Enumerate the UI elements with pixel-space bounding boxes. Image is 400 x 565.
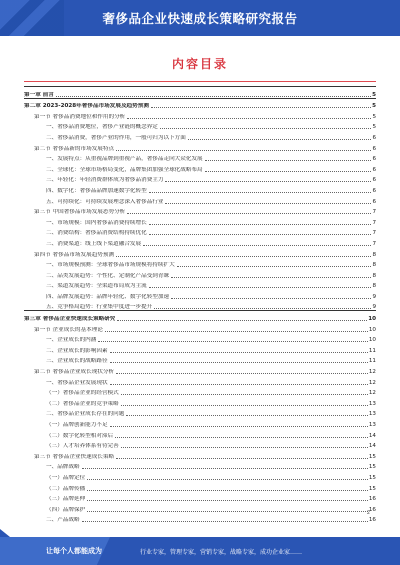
toc-title: 内容目录 [171, 57, 228, 71]
toc-entry-label: 第三节 奢侈品企业快速成长策略 [34, 453, 115, 460]
toc-entry-label: （一）奢侈品企业的经营模式 [46, 390, 119, 397]
report-header [0, 0, 400, 36]
toc-entry-page: 8 [372, 283, 376, 290]
toc-entry[interactable] [24, 386, 376, 397]
report-title: 奢侈品企业快速成长策略研究报告 [102, 11, 298, 26]
toc-leader-dots [121, 405, 368, 406]
toc-leader-dots [205, 171, 372, 172]
toc-leader-dots [149, 287, 372, 288]
toc-leader-dots [165, 203, 371, 204]
toc-entry[interactable] [24, 289, 376, 300]
toc-entry[interactable] [24, 513, 376, 524]
footer-tagline: 行业专家，管理专家，营销专家，战略专家，成功企业家…… [140, 549, 303, 556]
toc-leader-dots [110, 352, 368, 353]
toc-entry[interactable] [24, 268, 376, 279]
toc-entry[interactable] [24, 470, 376, 481]
toc-leader-dots [82, 468, 368, 469]
toc-entry-page: 7 [372, 209, 376, 216]
toc-entry-page: 10 [368, 316, 376, 323]
toc-entry[interactable] [24, 333, 376, 344]
toc-entry[interactable] [24, 343, 376, 354]
toc-leader-dots [205, 160, 372, 161]
toc-entry-label: 第二节 奢侈品企业成长现状分析 [34, 369, 115, 376]
toc-entry-page: 13 [368, 422, 376, 428]
toc-entry-page: 6 [372, 166, 376, 173]
toc-entry-page: 5 [372, 91, 376, 98]
toc-entry[interactable] [24, 152, 376, 163]
toc-leader-dots [127, 118, 371, 119]
toc-entry-page: 5 [372, 124, 376, 131]
toc-entry-label: 四、品牌发展趋势：品牌年轻化、数字化转型加速 [46, 293, 170, 300]
toc-entry-label: 一、企业成长的内涵 [46, 337, 97, 344]
toc-leader-dots [116, 373, 368, 374]
toc-leader-dots [151, 107, 371, 108]
toc-entry-label: （一）品牌定位 [46, 474, 86, 481]
toc-entry-page: 12 [368, 379, 376, 386]
toc-entry[interactable] [24, 173, 376, 184]
toc-entry[interactable] [24, 215, 376, 226]
toc-leader-dots [188, 139, 372, 140]
toc-leader-dots [56, 96, 371, 97]
toc-leader-dots [177, 266, 372, 267]
toc-entry[interactable] [24, 258, 376, 269]
toc-entry[interactable] [24, 428, 376, 439]
toc-entry-label: （二）数字化转型相对滞后 [46, 432, 114, 439]
toc-entry-page: 11 [368, 358, 376, 365]
toc-entry-label: （一）品牌创新能力不足 [46, 422, 108, 428]
toc-entry[interactable] [24, 162, 376, 173]
toc-entry-label: 二、企业成长的影响因素 [46, 347, 108, 354]
toc-entry[interactable] [24, 205, 376, 216]
toc-entry-label: 三、渠道发展趋势：全渠道布局成为主流 [46, 283, 147, 290]
toc-entry[interactable] [24, 502, 376, 513]
toc-leader-dots [117, 320, 367, 321]
toc-chapter-entry[interactable] [24, 310, 376, 322]
toc-leader-dots [171, 298, 371, 299]
toc-entry-page: 12 [368, 390, 376, 397]
toc-leader-dots [87, 500, 368, 501]
toc-entry-label: 一、奢侈品消费地位，奢侈产业链的概念界定 [46, 124, 158, 131]
toc-entry-label: 第二章 2023-2028年奢侈品市场发展及趋势预测 [24, 103, 149, 110]
toc-entry-label: 四、数字化：奢侈品品牌加速数字化转型 [46, 187, 147, 194]
toc-entry-label: 二、产品战略 [46, 517, 80, 524]
toc-entry-label: （二）品牌传播 [46, 485, 86, 492]
toc-entry-page: 12 [368, 369, 376, 376]
toc-entry-label: 第四节 奢侈品市场发展趋势预测 [34, 251, 115, 258]
toc-entry-page: 7 [372, 230, 376, 237]
toc-entry-label: 第一章 前言 [24, 91, 54, 98]
toc-entry[interactable] [24, 322, 376, 333]
toc-entry-page: 8 [372, 272, 376, 279]
toc-entry[interactable] [24, 279, 376, 290]
toc-entry-page: 6 [372, 177, 376, 184]
toc-entry-page: 14 [368, 443, 376, 450]
toc-entry-label: 一、品牌战略 [46, 464, 80, 471]
toc-leader-dots [98, 341, 368, 342]
toc-entry-page: 6 [372, 198, 376, 205]
toc-entry-label: （四）品牌保护 [46, 506, 86, 513]
toc-leader-dots [154, 308, 371, 309]
toc-entry[interactable] [24, 141, 376, 152]
toc-entry[interactable] [24, 407, 376, 418]
toc-leader-dots [171, 277, 371, 278]
toc-entry-label: 二、全球化：全球市场格局变化，品牌集团加强全球化战略布局 [46, 166, 203, 173]
toc-entry-label: 第三章 奢侈品企业快速成长策略研究 [24, 316, 116, 323]
toc-leader-dots [87, 479, 368, 480]
toc-entry-page: 10 [368, 337, 376, 344]
toc-entry[interactable] [24, 492, 376, 503]
toc-leader-dots [160, 128, 372, 129]
footer-corner-decoration [0, 529, 10, 537]
toc-entry-page: 15 [368, 485, 376, 492]
toc-leader-dots [82, 521, 368, 522]
toc-entry-label: 第一节 企业成长的基本理论 [34, 326, 103, 333]
toc-entry-page: 9 [372, 293, 376, 300]
toc-entry-label: 第二节 奢侈品新的市场发展特点 [34, 145, 115, 152]
report-footer [0, 537, 400, 565]
toc-entry-page: 7 [372, 240, 376, 247]
toc-entry-page: 10 [368, 326, 376, 333]
toc-divider [24, 81, 376, 82]
toc-leader-dots [116, 150, 371, 151]
toc-entry-page: 11 [368, 347, 376, 354]
toc-leader-dots [165, 181, 371, 182]
toc-entry-label: 一、奢侈品企业发展现状 [46, 379, 108, 386]
toc-entry[interactable] [24, 236, 376, 247]
toc-entry-label: 一、发展特点：从重视品牌到重视产品，奢侈品走向大众化发展 [46, 156, 203, 163]
toc-entry-label: （二）奢侈品企业的竞争策略 [46, 400, 119, 407]
footer-slogan: 让每个人都能成为 [46, 547, 102, 555]
toc-leader-dots [127, 213, 371, 214]
toc-entry-label: 三、消费渠道：线上线下渠道融合发展 [46, 240, 142, 247]
toc-entry-page: 14 [368, 432, 376, 439]
toc-entry-label: （三）人才培养体系有待完善 [46, 443, 119, 450]
toc-entry-page: 16 [368, 506, 376, 513]
toc-entry-label: 一、市场规模预测：全球奢侈品市场规模将持续扩大 [46, 262, 175, 269]
toc-leader-dots [110, 426, 368, 427]
toc-leader-dots [110, 384, 368, 385]
page-number: 2 [366, 510, 370, 516]
toc-leader-dots [110, 362, 368, 363]
toc-entry-page: 5 [372, 103, 376, 110]
toc-leader-dots [87, 490, 368, 491]
toc-entry-label: 三、企业成长的战略路径 [46, 358, 108, 365]
toc-entry[interactable] [24, 247, 376, 258]
toc-entry[interactable] [24, 417, 376, 428]
toc-entry-label: 二、奢侈品消费，奢侈产业的作用，一般可归为以下方面 [46, 134, 186, 141]
toc-entry-page: 6 [372, 156, 376, 163]
toc-leader-dots [149, 234, 372, 235]
toc-entry-page: 15 [368, 464, 376, 471]
toc-entry-page: 15 [368, 474, 376, 481]
toc-entry-page: 13 [368, 411, 376, 418]
toc-entry-page: 6 [372, 134, 376, 141]
toc-entry[interactable] [24, 120, 376, 131]
toc-entry[interactable] [24, 396, 376, 407]
toc-entry[interactable] [24, 439, 376, 450]
toc-entry[interactable] [24, 226, 376, 237]
toc-entry-label: 三、年轻化：年轻消费群体成为奢侈品消费主力 [46, 177, 164, 184]
toc-entry-label: 一、市场规模：国内奢侈品消费持续增长 [46, 219, 147, 226]
toc-entry[interactable] [24, 300, 376, 311]
toc-entry-label: 第三节 中国奢侈品市场发展态势分析 [34, 209, 126, 216]
toc-entry-label: 五、竞争格局趋势：行业集中度进一步提升 [46, 304, 153, 311]
toc-leader-dots [143, 245, 371, 246]
toc-entry[interactable] [24, 364, 376, 375]
toc-entry-page: 15 [368, 453, 376, 460]
toc-leader-dots [126, 415, 368, 416]
toc-leader-dots [149, 192, 372, 193]
toc-entry[interactable] [24, 194, 376, 205]
toc-entry[interactable] [24, 109, 376, 120]
toc-entry-page: 7 [372, 219, 376, 226]
toc-leader-dots [116, 458, 368, 459]
toc-entry-label: 二、消费结构：奢侈品消费结构持续优化 [46, 230, 147, 237]
toc-leader-dots [116, 256, 371, 257]
toc-entry[interactable] [24, 183, 376, 194]
toc-chapter-entry[interactable] [24, 86, 376, 98]
toc-entry[interactable] [24, 460, 376, 471]
toc-entry[interactable] [24, 449, 376, 460]
toc-entry[interactable] [24, 481, 376, 492]
toc-leader-dots [115, 437, 368, 438]
toc-entry-page: 5 [372, 113, 376, 120]
toc-entry-page: 8 [372, 251, 376, 258]
toc-entry-page: 13 [368, 400, 376, 407]
toc-entry-page: 9 [372, 304, 376, 311]
toc-entry[interactable] [24, 130, 376, 141]
toc-entry-page: 8 [372, 262, 376, 269]
toc-entry[interactable] [24, 375, 376, 386]
table-of-contents [24, 86, 376, 523]
toc-entry-page: 6 [372, 145, 376, 152]
toc-entry-label: 二、奢侈品企业成长存在的问题 [46, 411, 125, 418]
toc-entry-label: 第一节 奢侈品消费地位和作用的分析 [34, 113, 126, 120]
toc-entry-label: 二、品类发展趋势：个性化、定制化产品受到青睐 [46, 272, 170, 279]
toc-leader-dots [121, 394, 368, 395]
toc-leader-dots [105, 331, 368, 332]
toc-entry-page: 16 [368, 496, 376, 503]
toc-leader-dots [87, 511, 368, 512]
toc-entry[interactable] [24, 354, 376, 365]
toc-leader-dots [149, 224, 372, 225]
toc-entry-page: 6 [372, 187, 376, 194]
toc-chapter-entry[interactable] [24, 98, 376, 110]
toc-entry-label: （三）品牌延伸 [46, 496, 86, 503]
toc-entry-page: 16 [368, 517, 376, 524]
toc-entry-label: 五、可持续化：可持续发展理念深入奢侈品行业 [46, 198, 164, 205]
toc-leader-dots [121, 447, 368, 448]
